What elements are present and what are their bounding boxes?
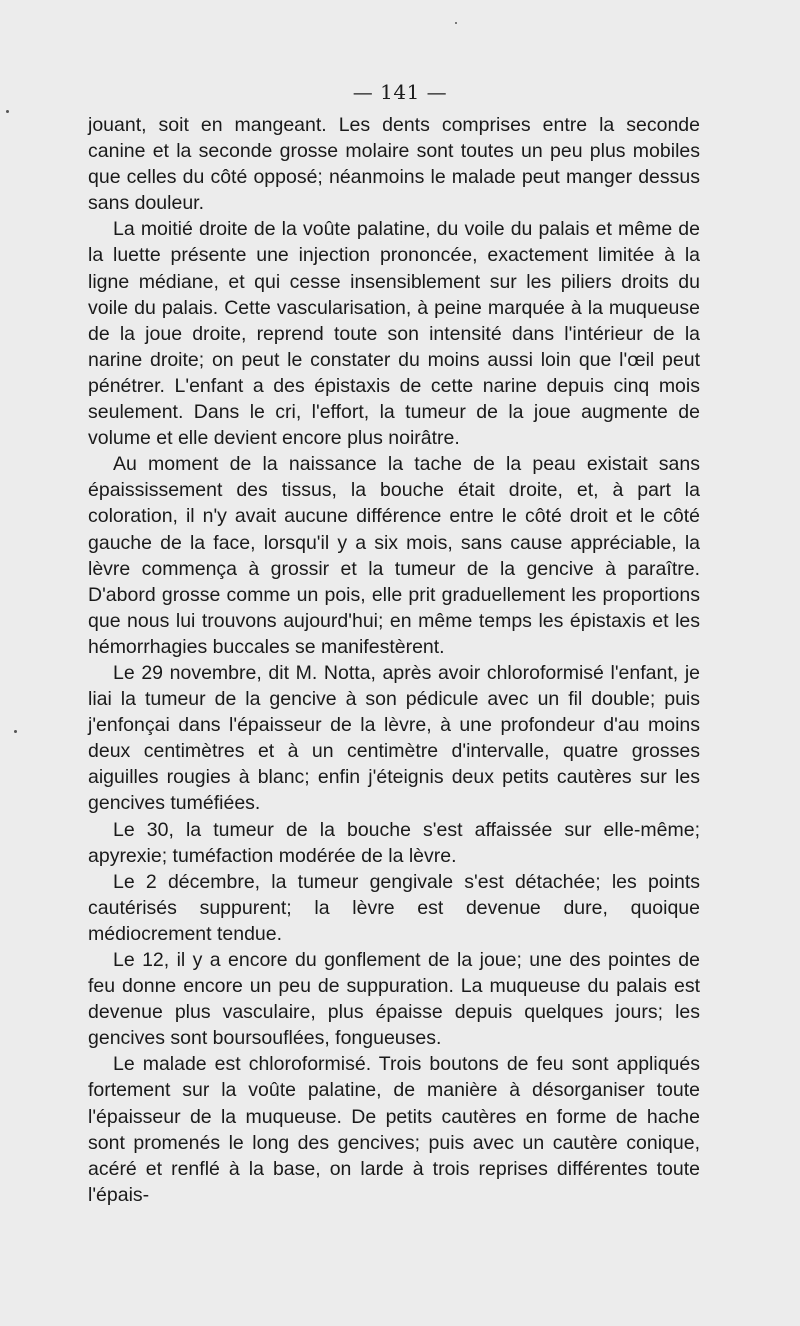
paragraph: jouant, soit en mangeant. Les dents comprises entre la seconde canine et la seconde grosse molaire sont toutes un peu plus mobiles que celles du côté opposé; néanmoins le malade peut manger dessus sans douleur. [88, 114, 700, 215]
paragraph: Le 29 novembre, dit M. Notta, après avoir chloroformisé l'enfant, je liai la tumeur de la gencive à son pédicule avec un fil double; puis j'enfonçai dans l'épaisseur de la lèvre, à une profondeur d'au moins deux centimètres et à un centimètre d'intervalle, quatre grosses aiguilles rougies à blanc; enfin j'éteignis deux petits cautères sur les gencives tuméfiées. [88, 661, 700, 815]
paragraph: La moitié droite de la voûte palatine, du voile du palais et même de la luette présente une injection prononcée, exactement limitée à la ligne médiane, et qui cesse insensiblement sur les piliers droits du voile du palais. Cette vascularisation, à peine marquée à la muqueuse de la joue droite, reprend toute son intensité dans l'intérieur de la narine droite; on peut le constater du moins aussi loin que l'œil peut pénétrer. L'enfant a des épistaxis de cette narine depuis cinq mois seulement. Dans le cri, l'effort, la tumeur de la joue augmente de volume et elle devient encore plus noirâtre. [88, 218, 700, 450]
paragraph: Au moment de la naissance la tache de la peau existait sans épaississement des tissus, la bouche était droite, et, à part la coloration, il n'y avait aucune différence entre le côté droit et le côté gauche de la face, lorsqu'il y a six mois, sans cause appréciable, la lèvre commença à grossir et la tumeur de la gencive à paraître. D'abord grosse comme un pois, elle prit graduellement les proportions que nous lui trouvons aujourd'hui; en même temps les épistaxis et les hémorrhagies buccales se manifestèrent. [88, 453, 700, 658]
paragraph: Le 2 décembre, la tumeur gengivale s'est détachée; les points cautérisés suppurent; la lèvre est devenue dure, quoique médiocrement tendue. [88, 870, 700, 945]
paragraph: Le 12, il y a encore du gonflement de la joue; une des pointes de feu donne encore un peu de suppuration. La muqueuse du palais est devenue plus vasculaire, plus épaisse depuis quelques jours; les gencives sont boursouflées, fongueuses. [88, 949, 700, 1050]
body-text [88, 112, 700, 1208]
paper-speck [6, 110, 9, 113]
paper-speck [14, 730, 17, 733]
page-number: — 141 — [352, 80, 448, 104]
paragraph: Le malade est chloroformisé. Trois boutons de feu sont appliqués fortement sur la voûte palatine, de manière à désorganiser toute l'épaisseur de la muqueuse. De petits cautères en forme de hache sont promenés le long des gencives; puis avec un cautère conique, acéré et renflé à la base, on larde à trois reprises différentes toute l'épais- [88, 1053, 700, 1206]
paper-speck [455, 22, 457, 24]
paragraph: Le 30, la tumeur de la bouche s'est affaissée sur elle-même; apyrexie; tuméfaction modérée de la lèvre. [88, 818, 700, 867]
